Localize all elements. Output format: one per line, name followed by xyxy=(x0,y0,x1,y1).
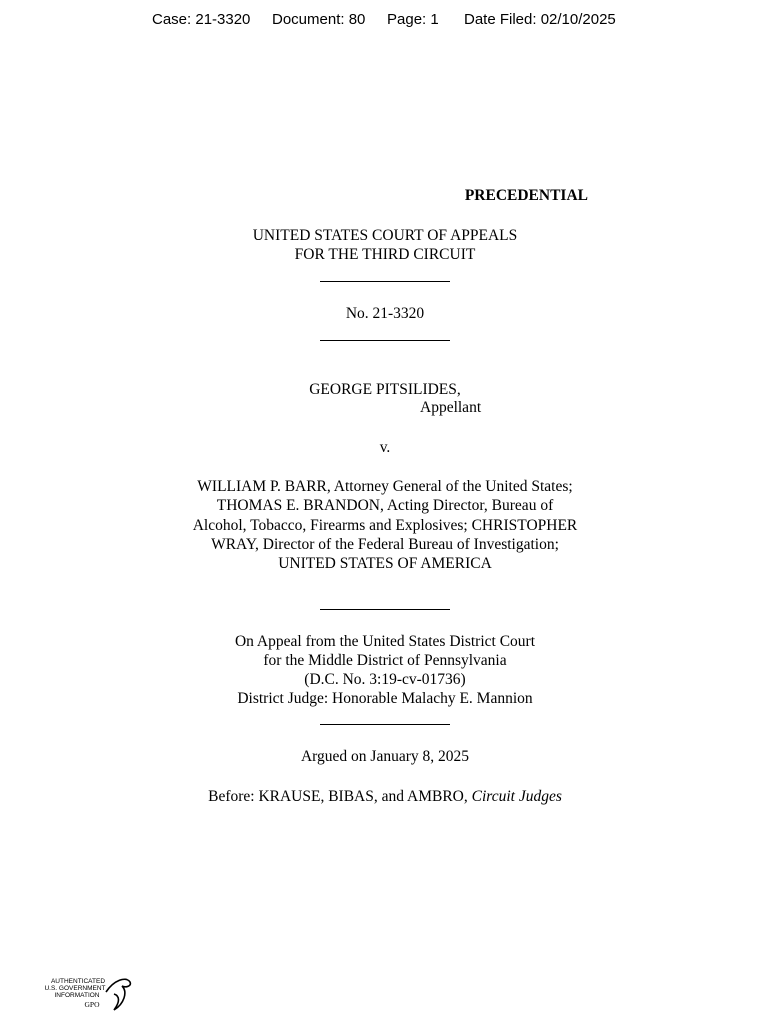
gpo-authentication-seal xyxy=(44,970,134,1018)
court-name-line2: FOR THE THIRD CIRCUIT xyxy=(294,246,476,263)
eagle-icon xyxy=(106,979,130,1010)
filing-header xyxy=(0,11,770,96)
seal-text: INFORMATION xyxy=(54,992,100,999)
divider xyxy=(320,281,450,282)
appeal-line: for the Middle District of Pennsylvania xyxy=(263,652,507,669)
appeal-line: District Judge: Honorable Malachy E. Mannion xyxy=(237,690,533,707)
appeal-line: On Appeal from the United States District Court xyxy=(234,633,536,650)
panel-judges-names: Before: KRAUSE, BIBAS, and AMBRO, xyxy=(208,788,468,805)
appellant-name: GEORGE PITSILIDES, xyxy=(309,381,461,398)
appellee-line: WILLIAM P. BARR, Attorney General of the United States; xyxy=(197,478,573,495)
header-page: Page: 1 xyxy=(387,11,439,28)
divider xyxy=(320,340,450,341)
court-name-line1: UNITED STATES COURT OF APPEALS xyxy=(252,227,518,244)
seal-text: U.S. GOVERNMENT xyxy=(44,985,106,992)
header-document: Document: 80 xyxy=(272,11,366,28)
appellee-line: THOMAS E. BRANDON, Acting Director, Bureau of xyxy=(216,497,554,514)
header-case: Case: 21-3320 xyxy=(152,11,251,28)
appellant-role: Appellant xyxy=(420,399,482,416)
case-number: No. 21-3320 xyxy=(345,305,425,322)
argued-date: Argued on January 8, 2025 xyxy=(300,748,470,765)
divider xyxy=(320,609,450,610)
appellee-line: UNITED STATES OF AMERICA xyxy=(278,555,492,572)
panel-judges xyxy=(0,787,770,807)
divider xyxy=(320,724,450,725)
seal-text: AUTHENTICATED xyxy=(50,978,106,985)
header-date-filed: Date Filed: 02/10/2025 xyxy=(464,11,616,28)
appellee-line: WRAY, Director of the Federal Bureau of Investigation; xyxy=(211,536,559,553)
panel-judges-title: Circuit Judges xyxy=(471,788,562,805)
versus: v. xyxy=(379,439,391,456)
seal-text: GPO xyxy=(84,1000,100,1009)
precedential-label: PRECEDENTIAL xyxy=(464,187,588,204)
appellee-line: Alcohol, Tobacco, Firearms and Explosives; CHRISTOPHER xyxy=(192,517,578,534)
appeal-line: (D.C. No. 3:19-cv-01736) xyxy=(304,671,466,688)
